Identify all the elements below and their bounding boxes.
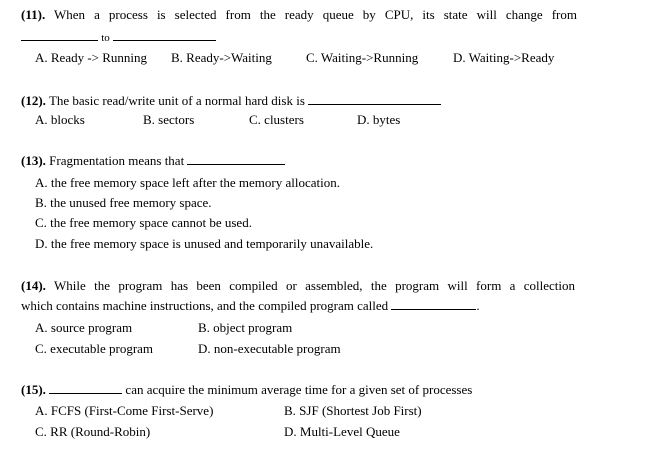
q12-option-c: C. clusters xyxy=(249,112,304,127)
q14-stem-text-1: While the program has been compiled or assembled, the program will form a collection xyxy=(54,278,576,293)
q12-number: (12). xyxy=(21,93,46,108)
q14-blank[interactable] xyxy=(391,298,476,310)
q11-option-b: B. Ready->Waiting xyxy=(171,50,272,65)
q14-option-d: D. non-executable program xyxy=(198,341,341,356)
q12-stem-text: The basic read/write unit of a normal hard disk is xyxy=(48,93,305,108)
q14-option-a: A. source program xyxy=(35,320,133,335)
q13-option-b: B. the unused free memory space. xyxy=(35,195,212,210)
q14-option-c: C. executable program xyxy=(35,341,154,356)
q14-option-b: B. object program xyxy=(198,320,293,335)
q13-option-a: A. the free memory space left after the memory allocation. xyxy=(35,175,341,190)
q11-blank-to[interactable] xyxy=(113,29,216,41)
q13-option-c: C. the free memory space cannot be used. xyxy=(35,215,252,230)
q13-option-d: D. the free memory space is unused and temporarily unavailable. xyxy=(35,236,374,251)
q12-option-a: A. blocks xyxy=(35,112,85,127)
q14-period: . xyxy=(476,298,480,313)
q15-option-a: A. FCFS (First-Come First-Serve) xyxy=(35,403,214,418)
q12-option-b: B. sectors xyxy=(143,112,195,127)
q13-number: (13). xyxy=(21,153,46,168)
q13-stem xyxy=(21,153,285,168)
q11-stem-text: When a process is selected from the ready queue by CPU, its state will change from xyxy=(54,7,578,22)
q15-stem-text: can acquire the minimum average time for a given set of processes xyxy=(125,382,473,397)
q14-stem-text-2: which contains machine instructions, and the compiled program called xyxy=(21,298,389,313)
q11-blank-from[interactable] xyxy=(21,29,98,41)
q12-option-d: D. bytes xyxy=(357,112,401,127)
q15-option-d: D. Multi-Level Queue xyxy=(284,424,400,439)
q11-option-a: A. Ready -> Running xyxy=(35,50,148,65)
q11-option-d: D. Waiting->Ready xyxy=(453,50,555,65)
q12-stem xyxy=(21,93,441,108)
q15-stem xyxy=(21,382,472,397)
q15-blank[interactable] xyxy=(49,382,122,394)
q15-option-c: C. RR (Round-Robin) xyxy=(35,424,151,439)
q11-to-text: to xyxy=(101,32,110,44)
q11-number: (11). xyxy=(21,7,46,22)
q13-stem-text: Fragmentation means that xyxy=(49,153,185,168)
q11-stem-line2 xyxy=(21,29,216,46)
q11-option-c: C. Waiting->Running xyxy=(306,50,419,65)
q13-blank[interactable] xyxy=(187,153,285,165)
q12-blank[interactable] xyxy=(308,93,441,105)
q15-number: (15). xyxy=(21,382,46,397)
q14-number: (14). xyxy=(21,278,46,293)
q15-option-b: B. SJF (Shortest Job First) xyxy=(284,403,422,418)
q11-stem-line1 xyxy=(21,7,577,22)
q14-stem-line1 xyxy=(21,278,575,293)
q14-stem-line2 xyxy=(21,298,480,313)
